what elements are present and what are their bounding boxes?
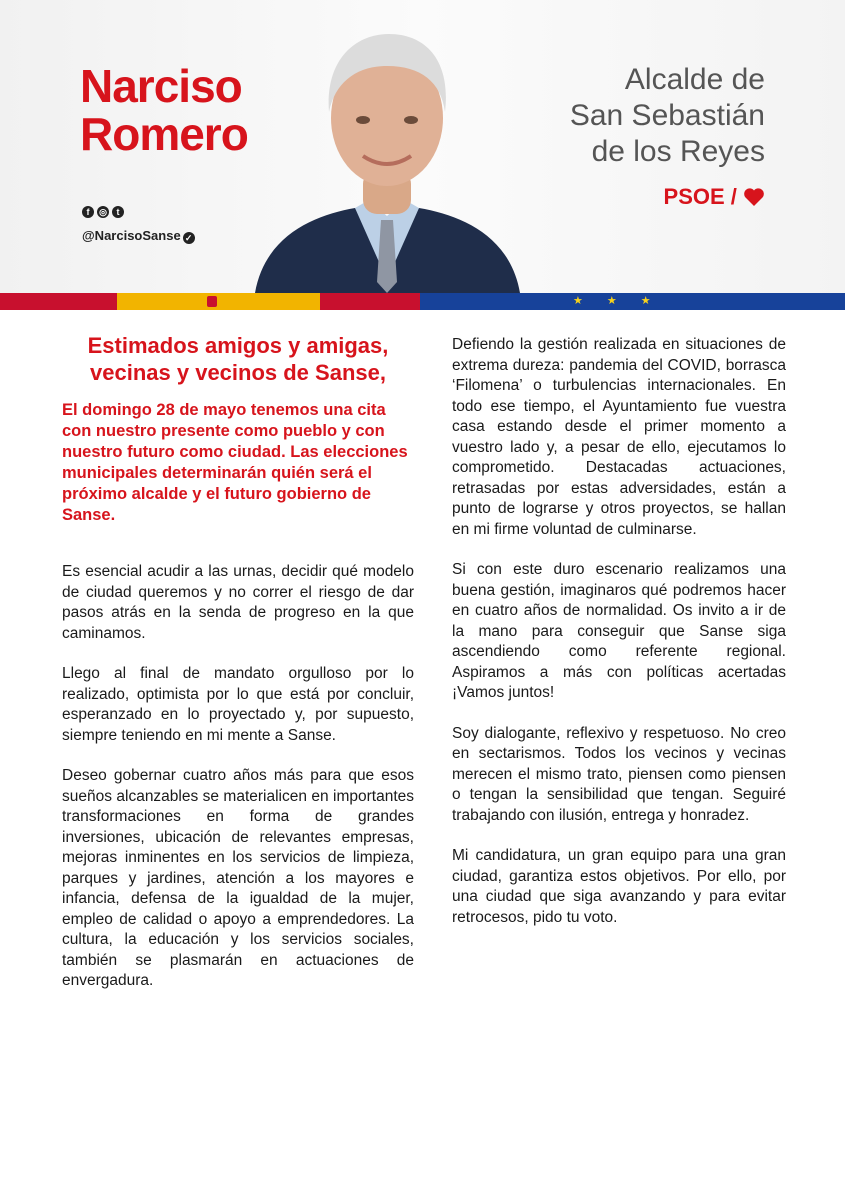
party-name: PSOE / <box>663 184 737 209</box>
letter-greeting: Estimados amigos y amigas, vecinas y vecinos de Sanse, <box>87 333 389 385</box>
paragraph: Soy dialogante, reflexivo y respetuoso. No creo en sectarismos. Todos los vecinos y vecinas merecen el mismo trato, piensen como piensen o tengan la sensibilidad que tengan. Seguiré trabajando con ilusión, entrega y honradez. <box>452 724 786 824</box>
letter-intro: El domingo 28 de mayo tenemos una cita con nuestro presente como pueblo y con nuestro futuro como ciudad. Las elecciones municipales determinarán quién será el próximo alcalde y el futuro gobierno de Sanse. <box>62 401 408 524</box>
verified-icon: ✓ <box>183 232 195 244</box>
paragraph: Es esencial acudir a las urnas, decidir qué modelo de ciudad queremos y no correr el riesgo de dar pasos atrás en la senda de progreso en la que caminamos. <box>62 563 414 642</box>
role-line-1: Alcalde de <box>624 63 765 96</box>
twitter-icon[interactable]: t <box>112 206 124 218</box>
heart-icon <box>743 187 765 206</box>
flag-stripe <box>0 293 845 310</box>
social-handle-text: @NarcisoSanse <box>82 228 181 243</box>
candidate-last-name: Romero <box>80 108 248 160</box>
instagram-icon[interactable]: ◎ <box>97 206 109 218</box>
candidate-role <box>570 62 765 170</box>
facebook-icon[interactable]: f <box>82 206 94 218</box>
eu-stars-icon: ★★★ <box>573 295 675 307</box>
role-line-2: San Sebastián <box>569 99 765 132</box>
flag-europe-blue <box>420 293 845 310</box>
paragraph: Si con este duro escenario realizamos una buena gestión, imaginaros qué podremos hacer en cuatro años de normalidad. Os invito a ir de la mano para conseguir que Sanse siga ascendiendo como referente regional. Aspiramos a más con políticas acertadas ¡Vamos juntos! <box>452 561 786 701</box>
letter-left-column <box>62 332 414 1012</box>
party-logo <box>664 184 765 210</box>
candidate-name <box>80 62 248 158</box>
header-banner <box>0 0 845 293</box>
flag-red-right <box>320 293 420 310</box>
flag-red-left <box>0 293 117 310</box>
flag-spain-yellow <box>117 293 320 310</box>
social-handle[interactable] <box>82 228 195 244</box>
paragraph: Deseo gobernar cuatro años más para que esos sueños alcanzables se materialicen en importantes transformaciones en forma de grandes inversiones, ubicación de relevantes empresas, mejoras inminentes en los servicios de limpieza, parques y jardines, atención a los mayores e infancia, defensa de la igualdad de la mujer, empleo de calidad o apoyo a emprendedores. La cultura, la educación y los servicios sociales, también se plasmarán en actuaciones de envergadura. <box>62 767 414 989</box>
spain-crest-icon <box>207 296 217 307</box>
letter-right-column <box>452 335 786 948</box>
role-line-3: de los Reyes <box>591 135 765 168</box>
paragraph: Mi candidatura, un gran equipo para una gran ciudad, garantiza estos objetivos. Por ello, por una ciudad que siga avanzando y para evitar retrocesos, pido tu voto. <box>452 847 786 926</box>
paragraph: Llego al final de mandato orgulloso por lo realizado, optimista por lo que está por concluir, esperanzado en lo proyectado y, por supuesto, siempre teniendo en mi mente a Sanse. <box>62 665 414 744</box>
social-icons <box>82 206 124 218</box>
candidate-portrait <box>245 20 530 293</box>
candidate-first-name: Narciso <box>80 60 242 112</box>
paragraph: Defiendo la gestión realizada en situaciones de extrema dureza: pandemia del COVID, borrasca ‘Filomena’ o turbulencias internacionales. En todo ese tiempo, el Ayuntamiento fue vuestra casa estando desde el primer momento a vuestro lado y, a pesar de ello, ejecutamos lo comprometido. Destacadas actuaciones, retrasadas por estas adversidades, están a punto de lograrse y otros proyectos, se hallan en mi firme voluntad de culminarse. <box>452 336 786 538</box>
